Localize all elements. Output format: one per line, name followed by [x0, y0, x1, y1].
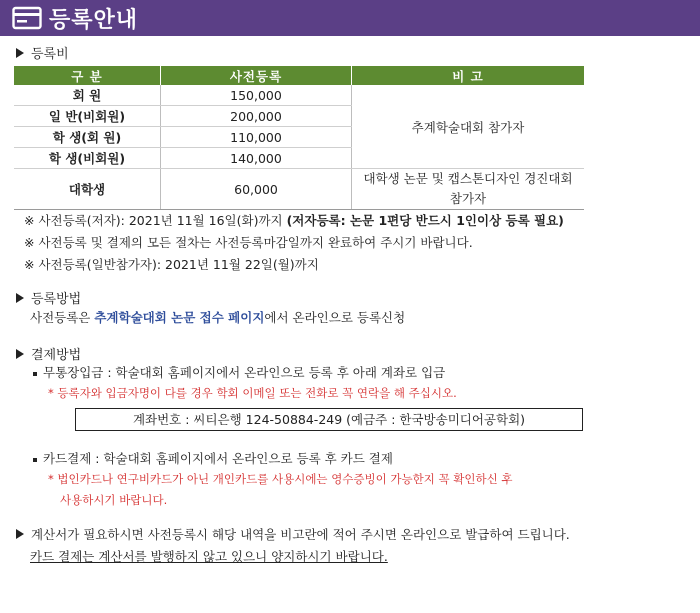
- row-type: 일 반(비회원): [14, 106, 161, 127]
- triangle-bullet-icon: [16, 529, 24, 539]
- fee-table-header: [14, 66, 584, 85]
- method-section-heading: [16, 288, 81, 307]
- bank-warning: * 등록자와 입금자명이 다를 경우 학회 이메일 또는 전화로 꼭 연락을 해 주십시오.: [48, 386, 457, 400]
- row-fee: 200,000: [161, 106, 352, 127]
- table-row: [14, 169, 584, 210]
- fee-section-heading: [16, 43, 69, 62]
- row-type: 대학생: [14, 169, 161, 210]
- invoice-notice: [16, 525, 570, 543]
- fee-heading-text: 등록비: [31, 47, 69, 62]
- row-type: 회 원: [14, 85, 161, 106]
- triangle-bullet-icon: [16, 293, 24, 303]
- triangle-bullet-icon: [16, 48, 24, 58]
- table-row: [14, 85, 584, 106]
- note-bold-text: (저자등록: 논문 1편당 반드시 1인이상 등록 필요): [286, 213, 564, 228]
- row-type: 학 생(회 원): [14, 127, 161, 148]
- account-box: 계좌번호 : 씨티은행 124-50884-249 (예금주 : 한국방송미디어공학회): [75, 408, 583, 431]
- method-description: [30, 308, 405, 326]
- invoice-text: 계산서가 필요하시면 사전등록시 해당 내역을 비고란에 적어 주시면 온라인으로 발급하여 드립니다.: [31, 527, 570, 542]
- row-fee: 150,000: [161, 85, 352, 106]
- triangle-bullet-icon: [16, 349, 24, 359]
- method-text: 사전등록은: [30, 310, 95, 325]
- row-fee: 60,000: [161, 169, 352, 210]
- square-bullet-icon: [33, 372, 37, 376]
- card-warning-line2: 사용하시기 바랍니다.: [60, 493, 168, 507]
- card-warning-line1: * 법인카드나 연구비카드가 아닌 개인카드를 사용시에는 영수증빙이 가능한지 꼭 확인하신 후: [48, 472, 513, 486]
- row-type: 학 생(비회원): [14, 148, 161, 169]
- card-payment-text: 카드결제 : 학술대회 홈페이지에서 온라인으로 등록 후 카드 결제: [43, 451, 393, 466]
- payment-heading-text: 결제방법: [31, 348, 82, 363]
- page-title: 등록안내: [49, 7, 139, 33]
- note-line: 대학생 논문 및 캡스톤디자인 경진대회: [363, 171, 573, 186]
- note-procedure: ※ 사전등록 및 결제의 모든 절차는 사전등록마감일까지 완료하여 주시기 바랍니다.: [24, 235, 473, 250]
- card-icon: [12, 6, 42, 30]
- payment-section-heading: [16, 344, 81, 363]
- row-fee: 110,000: [161, 127, 352, 148]
- note-line: 참가자: [449, 191, 487, 206]
- row-note: 추계학술대회 참가자: [352, 85, 585, 169]
- page-header: [0, 0, 700, 36]
- square-bullet-icon: [33, 458, 37, 462]
- col-type: 구 분: [14, 66, 161, 85]
- note-author-deadline: [24, 211, 564, 229]
- fee-table: [14, 66, 584, 210]
- paper-submission-link[interactable]: 추계학술대회 논문 접수 페이지: [94, 310, 265, 325]
- method-heading-text: 등록방법: [31, 292, 82, 307]
- note-text: ※ 사전등록(저자): 2021년 11월 16일(화)까지: [24, 213, 287, 228]
- bank-transfer-text: 무통장입금 : 학술대회 홈페이지에서 온라인으로 등록 후 아래 계좌로 입금: [43, 365, 446, 380]
- row-note: [352, 169, 585, 210]
- bank-transfer-item: [33, 363, 445, 381]
- row-fee: 140,000: [161, 148, 352, 169]
- col-fee: 사전등록: [161, 66, 352, 85]
- note-general-deadline: ※ 사전등록(일반참가자): 2021년 11월 22일(월)까지: [24, 257, 319, 272]
- invoice-card-note: 카드 결제는 계산서를 발행하지 않고 있으니 양지하시기 바랍니다.: [30, 549, 388, 564]
- col-note: 비 고: [352, 66, 585, 85]
- method-text: 에서 온라인으로 등록신청: [264, 310, 406, 325]
- card-payment-item: [33, 449, 393, 467]
